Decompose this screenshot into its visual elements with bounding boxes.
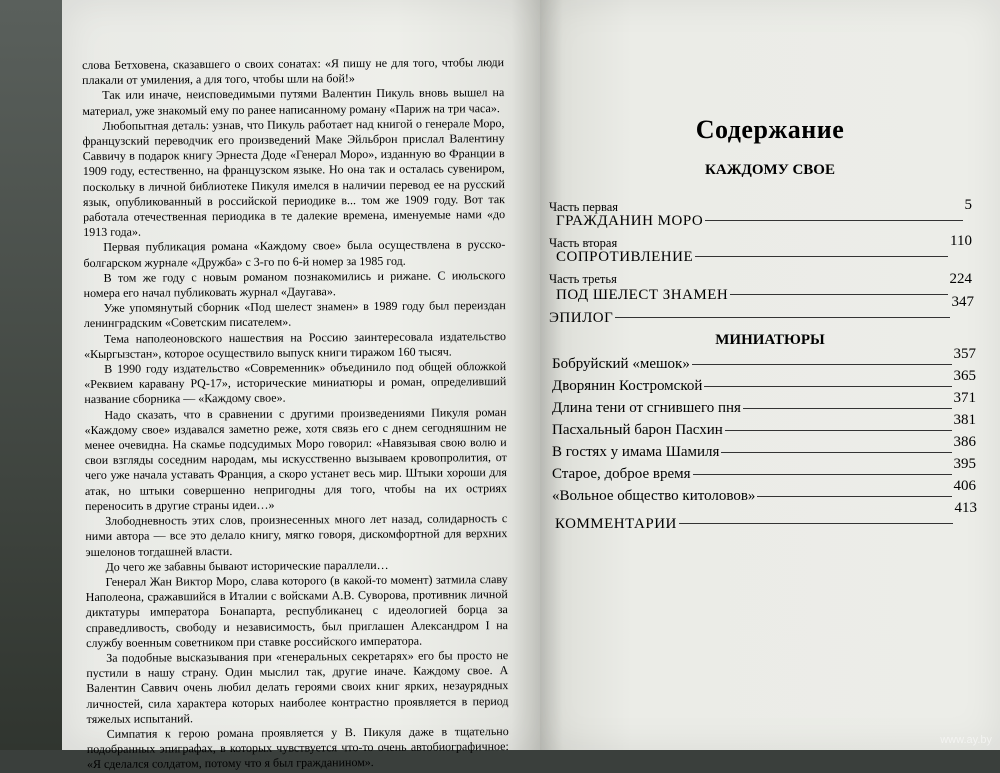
paragraph: Любопытная деталь: узнав, что Пикуль работает над книгой о генерале Моро, французский переводчик его произведений Маке Эйльброн прислал Валентину Саввичу в подарок книгу Эрнеста Доде «Генерал Моро», изданную во Франции в 1909 году, естественно, на французском языке. Но она так и осталась сувениром, поскольку в личной библиотеке Пикуля имелся в наличии перевод ее на русский язык, опубликованный в российской периодике в... том же 1909 году. Вот так работала отечественная периодика в те далекие времена, именуемые нами «до 1913 года». <box>82 115 506 240</box>
part-label: Часть вторая <box>549 236 618 250</box>
toc-entry-page: 224 <box>949 271 972 287</box>
paragraph: Так или иначе, неисповедимыми путями Валентин Пикуль вновь вышел на материал, уже знакомый ему по ранее написанному роману «Париж на три часа». <box>82 85 505 118</box>
toc-entry <box>552 412 976 439</box>
toc-entry-title: Старое, доброе время <box>552 466 691 482</box>
watermark: www.ay.by <box>940 734 992 746</box>
paragraph: Генерал Жан Виктор Моро, слава которого (в какой-то момент) затмила славу Наполеона, сражавшийся в Италии с войсками А.В. Суворова, противник личной диктатуры императора Бонапарта, республиканец с идеологией борца за справедливость, свободу и независимость, был приглашен Александром I на службу военным советником при ставке российского императора. <box>85 571 509 650</box>
paragraph: В том же году с новым романом познакомились и рижане. С июльского номера его начал публиковать журнал «Даугава». <box>83 267 506 301</box>
paragraph: Тема наполеоновского нашествия на Россию заинтересовала издательство «Кыргызстан», которое осуществило выпуск книги тиражом 160 тысяч. <box>84 328 506 361</box>
leader-line <box>615 317 949 318</box>
toc-entry-title: Бобруйский «мешок» <box>552 356 690 372</box>
paragraph: За подобные высказывания при «генеральных секретарях» его бы просто не пустили в нашу страну. Один мыслил так, другие иначе. Каждому свое. А Валентин Саввич очень любил делать героями своих книг ярких, незаурядных личностей, сила характера которых наиболее контрастно проявляется в период тяжелых испытаний. <box>86 647 509 726</box>
toc-entry <box>552 346 976 373</box>
paragraph: Уже упомянутый сборник «Под шелест знамен» в 1989 году был переиздан ленинградским «Советским писателем». <box>83 298 506 331</box>
toc-entry <box>552 478 976 505</box>
toc-entry <box>556 197 972 229</box>
toc-entry-page: 413 <box>954 500 977 516</box>
toc-entry <box>552 456 976 483</box>
leader-line <box>705 220 962 221</box>
leader-line <box>725 430 952 431</box>
paragraph: Надо сказать, что в сравнении с другими произведениями Пикуля роман «Каждому свое» издавался заметно реже, хотя связь его с днем сегодняшним не менее очевидна. На скамье подсудимых Моро говорил: «Навязывая свою волю и свои взгляды соседним народам, мы искусственно вызываем кровопролития, от чего уже начала уставать Франция, а скоро устанет весь мир. Штыки хороши для атак, но штыки совершенно непригодны для того, чтобы на их остриях переносить в другие страны идеи…» <box>84 404 508 513</box>
paragraph: В 1990 году издательство «Современник» объединило под общей обложкой «Реквием каравану PQ-17», исторические миниатюры и роман, определивший название сборника — «Каждому свое». <box>84 359 507 407</box>
leader-line <box>679 523 953 524</box>
leader-line <box>693 474 952 475</box>
right-page <box>540 0 1000 750</box>
toc-entry-page: 5 <box>964 197 972 213</box>
toc-entry-page: 395 <box>953 456 976 472</box>
toc-entry-page: 406 <box>953 478 976 494</box>
toc-entry-page: 365 <box>953 368 976 384</box>
toc-entry <box>552 368 976 395</box>
toc-entry-title: Пасхальный барон Пасхин <box>552 422 723 438</box>
toc-entry-title: В гостях у имама Шамиля <box>552 444 720 460</box>
leader-line <box>757 496 951 497</box>
part-label: Часть первая <box>549 200 619 214</box>
leader-line <box>743 408 952 409</box>
section-title-miniatures: МИНИАТЮРЫ <box>715 332 825 348</box>
toc-entry-title: Длина тени от сгнившего пня <box>552 400 741 416</box>
part-label: Часть третья <box>549 272 617 286</box>
toc-entry-title: «Вольное общество китоловов» <box>552 488 756 504</box>
toc-entry <box>552 434 976 461</box>
paragraph: слова Бетховена, сказавшего о своих сонатах: «Я пишу не для того, чтобы люди плакали от умиления, а для того, чтобы шли на бой!» <box>82 55 505 88</box>
paragraph: До чего же забавны бывают исторические параллели… <box>105 557 389 574</box>
toc-entry-title: ПОД ШЕЛЕСТ ЗНАМЕН <box>556 287 729 303</box>
toc-entry-title: ГРАЖДАНИН МОРО <box>556 213 704 229</box>
section-title-main: КАЖДОМУ СВОЕ <box>705 162 835 178</box>
paragraph: Симпатия к герою романа проявляется у В. Пикуля даже в тщательно подобранных эпиграфах, в которых чувствуется что-то очень автобиографичное: «Я сделался солдатом, потому что я был гражданином». <box>86 723 509 772</box>
toc-entry-page: 357 <box>953 346 976 362</box>
leader-line <box>730 294 947 295</box>
toc-entry-title: СОПРОТИВЛЕНИЕ <box>556 249 694 265</box>
toc-entry-page: 381 <box>953 412 976 428</box>
leader-line <box>704 386 951 387</box>
paragraph: Первая публикация романа «Каждому свое» была осуществлена в русско-болгарском журнале «Дружба» с 3-го по 6-й номер за 1985 год. <box>83 237 506 270</box>
toc-title: Содержание <box>695 115 845 144</box>
toc-entry-page: 386 <box>953 434 976 450</box>
toc-entry <box>555 500 977 532</box>
left-page-text <box>82 55 509 772</box>
leader-line <box>721 452 951 453</box>
leader-line <box>692 364 952 365</box>
leader-line <box>695 256 948 257</box>
toc-entry <box>552 390 976 417</box>
toc-entry-page: 371 <box>953 390 976 406</box>
toc-entry-title: Дворянин Костромской <box>552 378 703 394</box>
toc-entry-page: 347 <box>951 294 974 310</box>
toc-entry-title: КОММЕНТАРИИ <box>555 516 677 532</box>
paragraph: Злободневность этих слов, произнесенных много лет назад, солидарность с ними автора — все это делало книгу, мягко говоря, дискомфортной для верхних эшелонов тогдашней власти. <box>85 511 508 559</box>
toc-entry <box>556 233 972 265</box>
toc-entry-title: ЭПИЛОГ <box>549 310 614 326</box>
toc-entry-page: 110 <box>950 233 972 249</box>
